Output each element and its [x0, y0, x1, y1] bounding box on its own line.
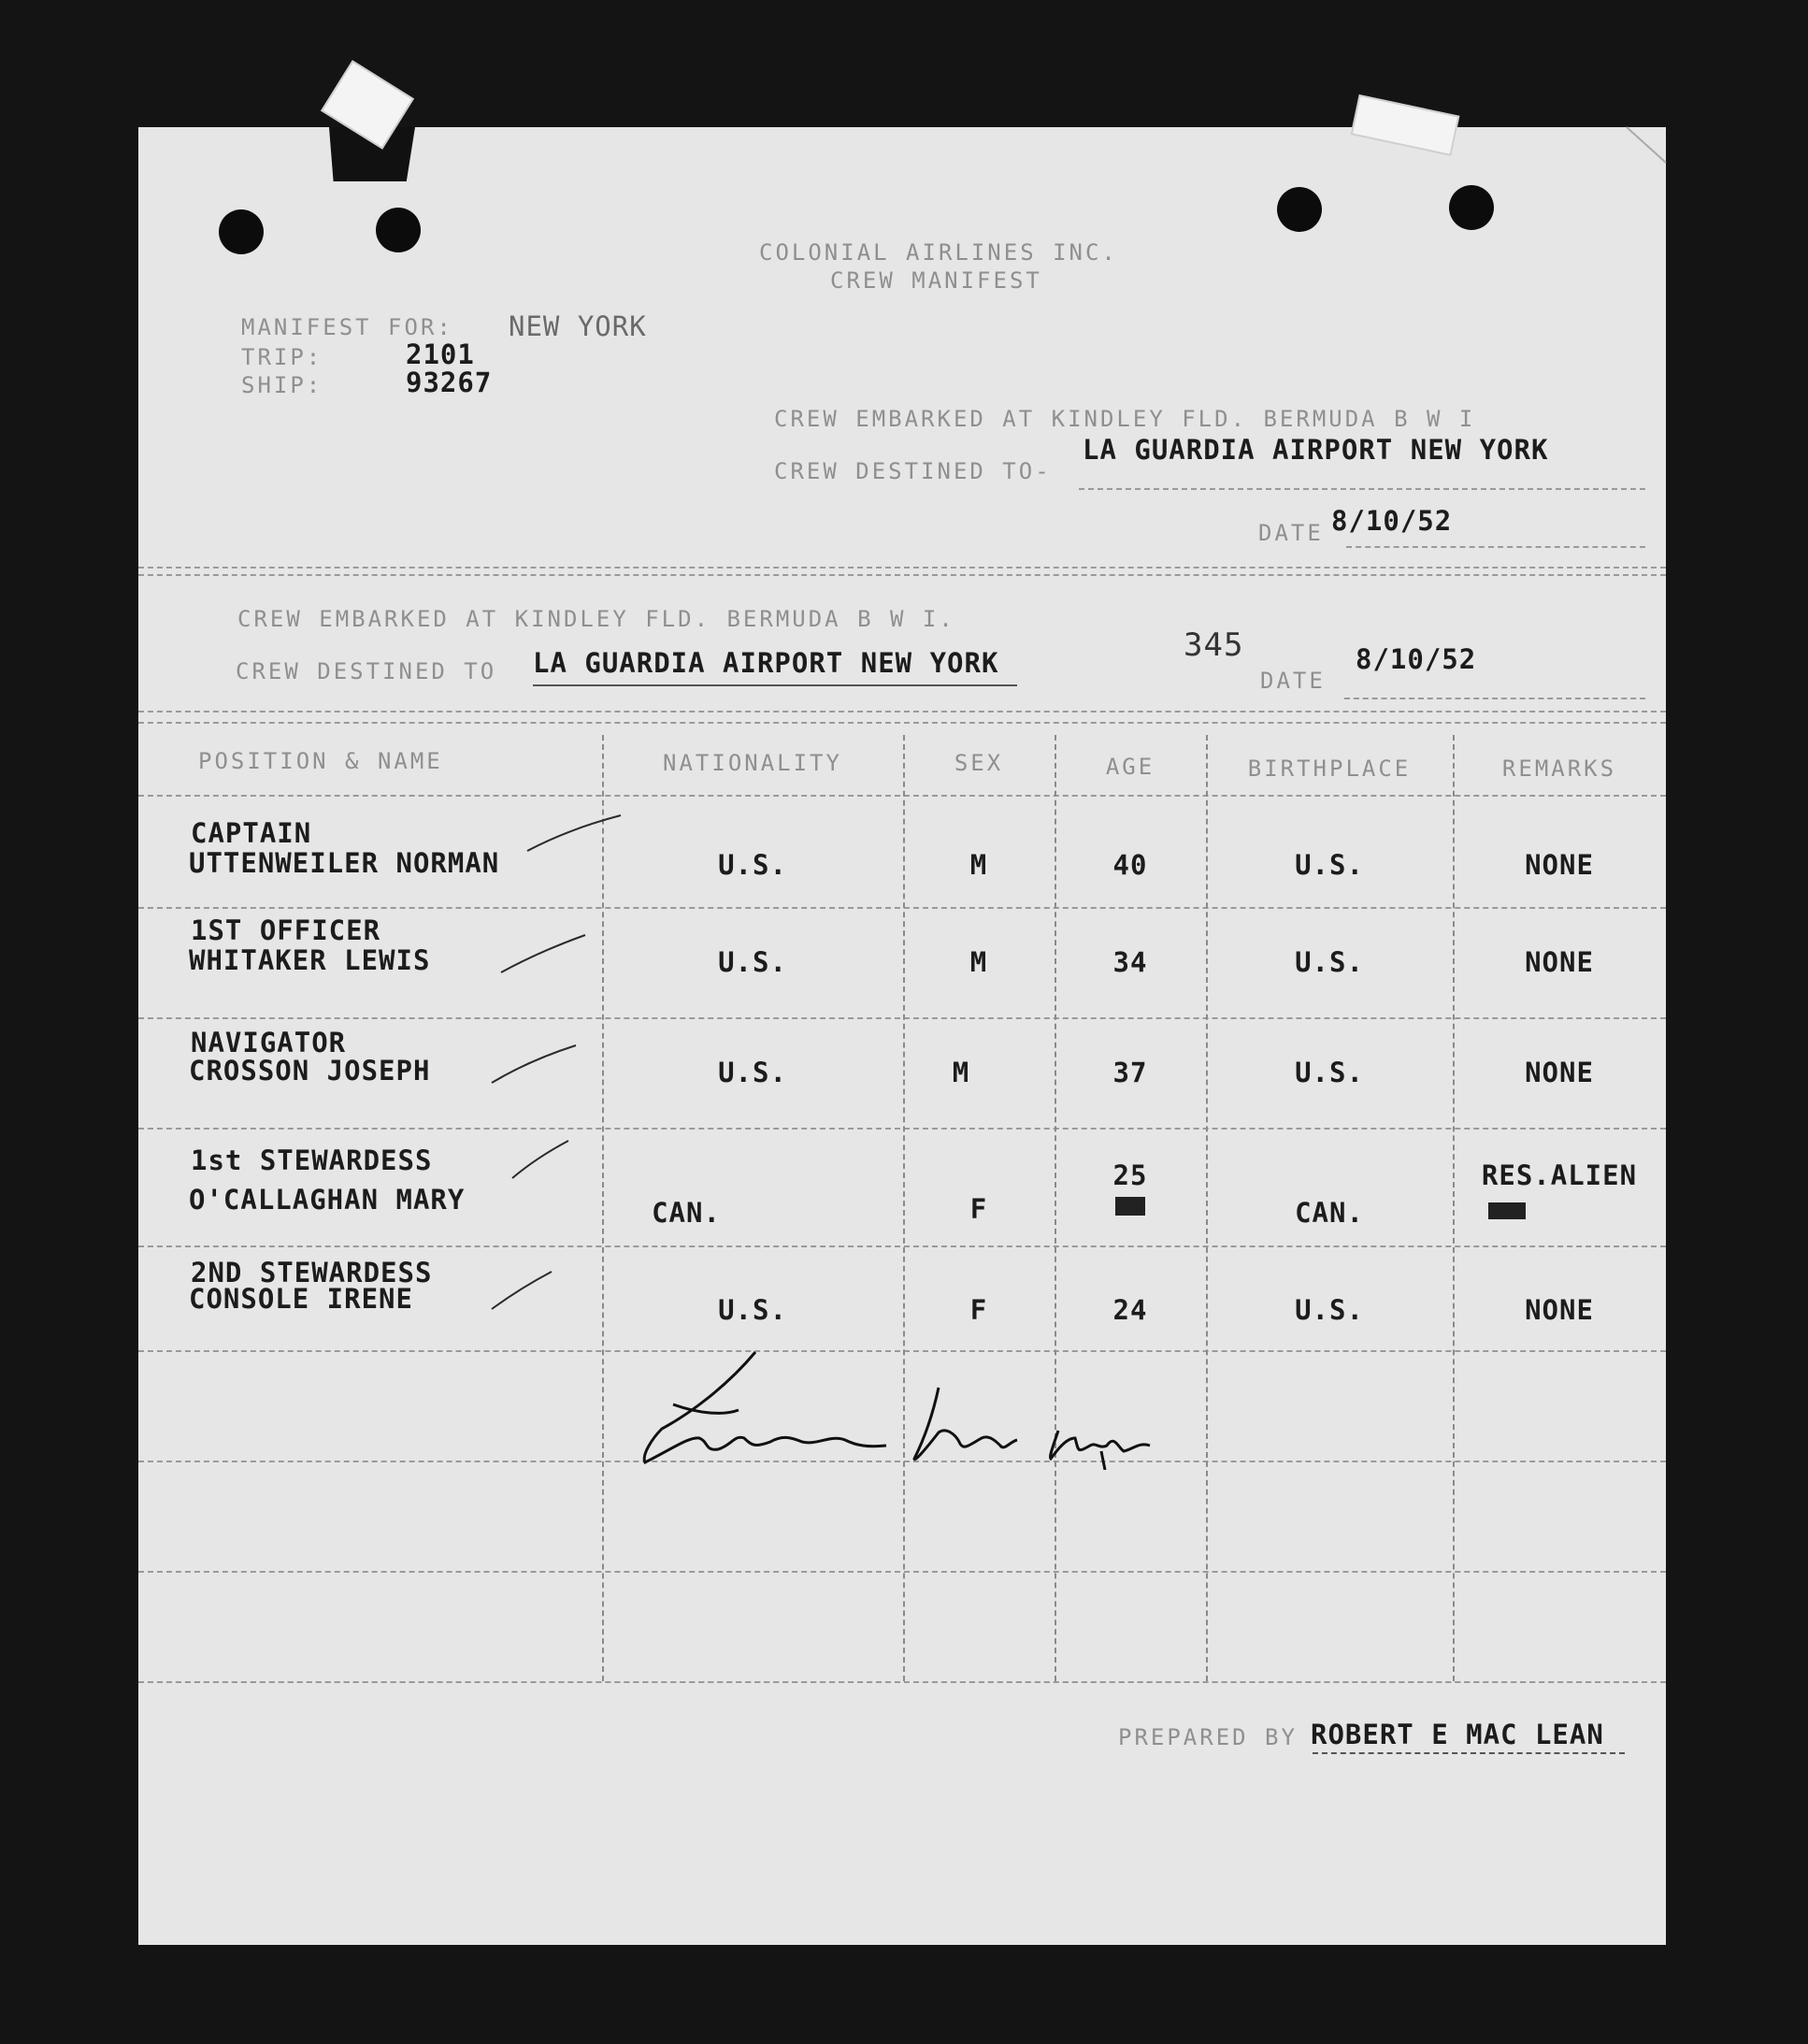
row-line-3 [138, 1128, 1666, 1130]
row-2-name: WHITAKER LEWIS [189, 944, 431, 976]
header-nationality: NATIONALITY [663, 750, 842, 776]
row-5-birthplace: U.S. [1295, 1294, 1364, 1326]
row-1-remarks: NONE [1525, 849, 1594, 881]
manifest-sheet [138, 127, 1666, 1945]
upper-date-line [1346, 546, 1645, 548]
lower-destined-value: LA GUARDIA AIRPORT NEW YORK [533, 647, 999, 679]
row-4-age-overstrike [1055, 1193, 1206, 1225]
lower-date-line [1344, 698, 1645, 699]
manifest-for-value: NEW YORK [509, 310, 647, 342]
manifest-for-label: MANIFEST FOR: [241, 314, 453, 340]
row-2-position: 1ST OFFICER [191, 914, 381, 946]
company-name: COLONIAL AIRLINES INC. [759, 239, 1118, 266]
row-5-check-mark [488, 1268, 557, 1315]
row-2-nationality: U.S. [718, 946, 787, 978]
row-5-position: 2ND STEWARDESS [191, 1257, 433, 1288]
punch-hole-2 [376, 208, 421, 252]
row-1-nationality: U.S. [718, 849, 787, 881]
row-2-age: 34 [1112, 946, 1148, 978]
row-line-1 [138, 907, 1666, 909]
row-2-check-mark [497, 931, 591, 978]
header-birthplace: BIRTHPLACE [1247, 756, 1412, 782]
row-4-remarks-overstrike [1453, 1197, 1561, 1229]
punch-hole-1 [219, 209, 264, 254]
manifest-number: 345 [1184, 626, 1244, 664]
row-4-check-mark [509, 1137, 574, 1182]
folded-corner [1627, 127, 1666, 165]
punch-hole-4 [1449, 185, 1494, 230]
separator-line-2 [138, 574, 1666, 576]
prepared-by-value: ROBERT E MAC LEAN [1311, 1719, 1604, 1750]
header-sex: SEX [954, 750, 1004, 776]
row-line-9 [138, 1681, 1666, 1683]
table-header-line [138, 795, 1666, 797]
form-title: CREW MANIFEST [830, 267, 1042, 294]
prepared-by-underline [1313, 1752, 1625, 1754]
upper-destined-value: LA GUARDIA AIRPORT NEW YORK [1083, 434, 1549, 466]
separator-line-1 [138, 567, 1666, 569]
header-position-name: POSITION & NAME [198, 748, 443, 774]
row-3-name: CROSSON JOSEPH [189, 1055, 431, 1087]
trip-value: 2101 [406, 338, 475, 370]
row-3-remarks: NONE [1525, 1057, 1594, 1088]
row-4-position: 1st STEWARDESS [191, 1144, 433, 1176]
row-4-remarks: RES.ALIEN [1481, 1159, 1638, 1191]
lower-date-label: DATE [1260, 668, 1326, 694]
row-5-nationality: U.S. [718, 1294, 787, 1326]
tape-piece-right [1351, 94, 1460, 156]
row-5-sex: F [969, 1294, 988, 1326]
overstrike-mark [1486, 1200, 1528, 1222]
row-1-sex: M [969, 849, 988, 881]
lower-date-value: 8/10/52 [1356, 643, 1477, 675]
ship-value: 93267 [406, 367, 493, 398]
row-3-position: NAVIGATOR [191, 1027, 347, 1058]
row-2-birthplace: U.S. [1295, 946, 1364, 978]
upper-date-label: DATE [1258, 520, 1324, 546]
trip-label: TRIP: [241, 344, 323, 370]
row-line-2 [138, 1017, 1666, 1019]
row-1-position: CAPTAIN [191, 817, 312, 849]
lower-destined-underline [533, 684, 1017, 686]
row-5-remarks: NONE [1525, 1294, 1594, 1326]
ship-label: SHIP: [241, 372, 323, 398]
row-4-birthplace: CAN. [1295, 1197, 1364, 1229]
overstrike-mark [1113, 1194, 1147, 1218]
upper-destined-label: CREW DESTINED TO- [774, 458, 1052, 484]
row-3-nationality: U.S. [718, 1057, 787, 1088]
row-3-birthplace: U.S. [1295, 1057, 1364, 1088]
row-1-birthplace: U.S. [1295, 849, 1364, 881]
lower-embarked-label: CREW EMBARKED AT KINDLEY FLD. BERMUDA B W I. [237, 606, 955, 632]
punch-hole-3 [1277, 187, 1322, 232]
row-line-4 [138, 1245, 1666, 1247]
row-5-age: 24 [1112, 1294, 1148, 1326]
header-remarks: REMARKS [1501, 756, 1617, 782]
row-3-sex: M [952, 1057, 970, 1088]
row-1-age: 40 [1112, 849, 1148, 881]
row-5-name: CONSOLE IRENE [189, 1283, 413, 1315]
row-2-remarks: NONE [1525, 946, 1594, 978]
row-line-7 [138, 1571, 1666, 1573]
row-1-name: UTTENWEILER NORMAN [189, 847, 500, 879]
table-top-line-1 [138, 711, 1666, 713]
row-4-name: O'CALLAGHAN MARY [189, 1184, 466, 1216]
upper-date-value: 8/10/52 [1331, 505, 1453, 537]
row-4-sex: F [969, 1193, 988, 1225]
prepared-by-label: PREPARED BY [1118, 1724, 1298, 1750]
row-3-check-mark [488, 1040, 581, 1087]
table-top-line-2 [138, 722, 1666, 724]
row-4-nationality: CAN. [652, 1197, 721, 1229]
row-2-sex: M [969, 946, 988, 978]
upper-embarked-label: CREW EMBARKED AT KINDLEY FLD. BERMUDA B W I [774, 406, 1476, 432]
upper-destined-line [1079, 488, 1645, 490]
header-age: AGE [1105, 754, 1155, 780]
lower-destined-label: CREW DESTINED TO [236, 658, 497, 684]
row-4-age: 25 [1112, 1159, 1148, 1191]
row-3-age: 37 [1112, 1057, 1148, 1088]
inspector-signature [634, 1348, 1307, 1470]
